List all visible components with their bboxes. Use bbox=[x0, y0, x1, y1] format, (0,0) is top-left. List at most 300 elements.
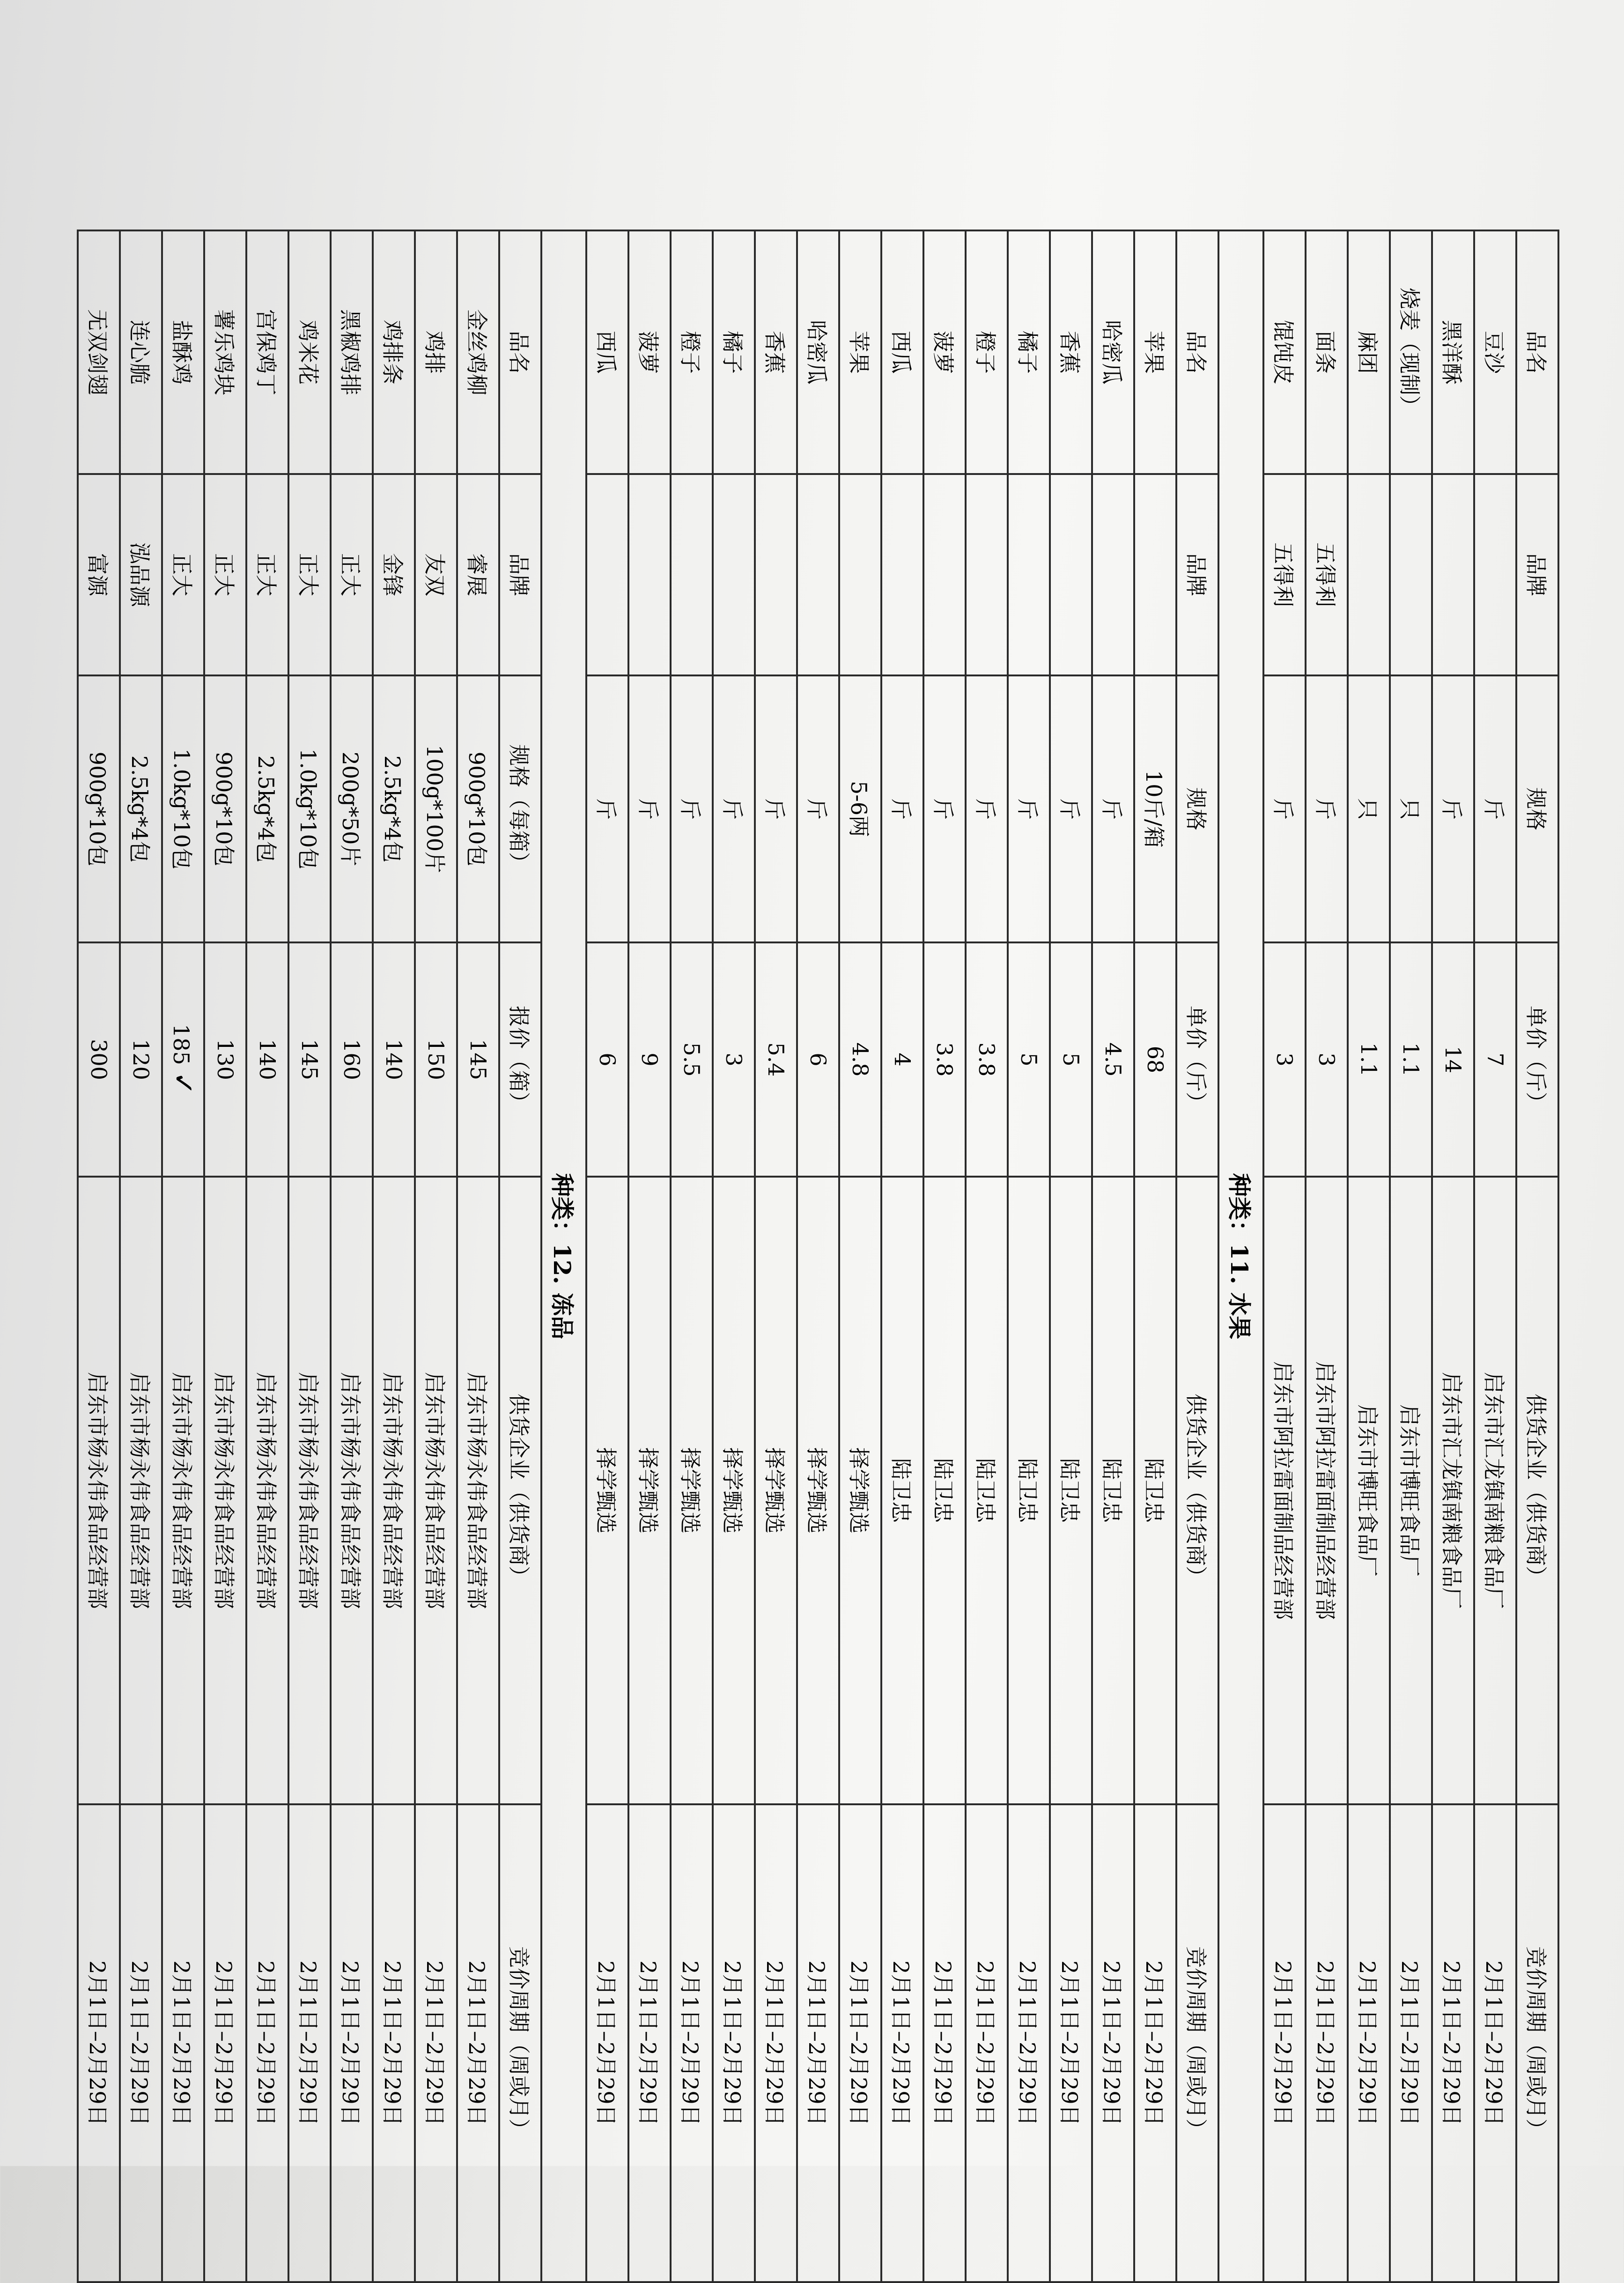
table-row bbox=[120, 230, 162, 2282]
cell-text: 130 bbox=[213, 1039, 238, 1080]
cell-spec bbox=[628, 675, 671, 942]
cell-bidding-period bbox=[373, 1804, 415, 2282]
cell-product-name bbox=[1134, 230, 1176, 474]
cell-spec bbox=[120, 675, 162, 942]
cell-supplier bbox=[1263, 1177, 1306, 1804]
cell-text: 香蕉 bbox=[762, 331, 787, 374]
cell-text: 4.5 bbox=[1100, 1042, 1126, 1077]
cell-spec bbox=[881, 675, 923, 942]
cell-supplier bbox=[331, 1177, 373, 1804]
cell-text: 2.5kg*4包 bbox=[127, 755, 152, 863]
cell-product-name bbox=[1432, 230, 1474, 474]
cell-text: 启东市杨永伟食品经营部 bbox=[253, 1372, 279, 1609]
cell-text: 2月1日–2月29日 bbox=[338, 1960, 363, 2126]
cell-spec bbox=[331, 675, 373, 942]
cell-brand bbox=[671, 474, 713, 675]
cell-supplier bbox=[755, 1177, 797, 1804]
header-brand: 品牌 bbox=[1176, 474, 1218, 675]
cell-brand bbox=[373, 474, 415, 675]
cell-bidding-period bbox=[1390, 1804, 1432, 2282]
cell-price bbox=[966, 942, 1008, 1177]
cell-product-name bbox=[1263, 230, 1306, 474]
cell-text: 橘子 bbox=[1015, 331, 1040, 374]
cell-text: 6 bbox=[595, 1053, 620, 1067]
cell-text: 富源 bbox=[85, 553, 110, 596]
cell-supplier bbox=[1008, 1177, 1050, 1804]
cell-text: 3 bbox=[1314, 1053, 1339, 1067]
cell-price bbox=[162, 942, 204, 1177]
table-row bbox=[204, 230, 246, 2282]
table-row bbox=[1050, 230, 1092, 2282]
cell-text: 启东市阿拉雷面制品经营部 bbox=[1313, 1361, 1338, 1620]
cell-text: 斤 bbox=[678, 798, 703, 820]
header-brand: 品牌 bbox=[499, 474, 541, 675]
cell-text: 西瓜 bbox=[593, 331, 619, 374]
cell-text: 哈密瓜 bbox=[1099, 320, 1124, 385]
header-bidding-period: 竞价周期（周或月） bbox=[1516, 1804, 1558, 2282]
cell-text: 145 bbox=[297, 1039, 322, 1080]
cell-text: 2月1日–2月29日 bbox=[1397, 1960, 1422, 2126]
cell-price bbox=[204, 942, 246, 1177]
cell-brand bbox=[1306, 474, 1348, 675]
cell-text: 启东市杨永伟食品经营部 bbox=[295, 1372, 321, 1609]
cell-supplier bbox=[797, 1177, 839, 1804]
cell-text: 香蕉 bbox=[1057, 331, 1082, 374]
cell-product-name bbox=[1008, 230, 1050, 474]
cell-text: 1.0kg*10包 bbox=[169, 748, 194, 869]
table-row bbox=[1134, 230, 1176, 2282]
cell-text: 斤 bbox=[762, 798, 787, 820]
cell-bidding-period bbox=[1050, 1804, 1092, 2282]
cell-text: 启东市博旺食品厂 bbox=[1355, 1404, 1380, 1577]
cell-price bbox=[457, 942, 499, 1177]
table-row bbox=[1390, 230, 1432, 2282]
cell-brand bbox=[628, 474, 671, 675]
cell-product-name bbox=[457, 230, 499, 474]
header-supplier: 供货企业（供货商） bbox=[499, 1177, 541, 1804]
cell-text: 2月1日–2月29日 bbox=[253, 1960, 279, 2126]
cell-spec bbox=[797, 675, 839, 942]
section-title: 种类：11. 水果 bbox=[1218, 230, 1263, 2282]
cell-supplier bbox=[1050, 1177, 1092, 1804]
cell-text: 宫保鸡丁 bbox=[253, 309, 279, 395]
cell-text: 6 bbox=[805, 1053, 831, 1067]
cell-spec bbox=[1474, 675, 1516, 942]
cell-text: 2月1日–2月29日 bbox=[635, 1960, 661, 2126]
cell-text: 麻团 bbox=[1355, 331, 1380, 374]
checkmark-icon: ✓ bbox=[167, 1071, 199, 1096]
cell-bidding-period bbox=[881, 1804, 923, 2282]
table-row bbox=[1263, 230, 1306, 2282]
cell-text: 2月1日–2月29日 bbox=[127, 1960, 152, 2126]
cell-text: 择学甄选 bbox=[678, 1447, 703, 1534]
cell-text: 鸡排 bbox=[422, 331, 447, 374]
cell-bidding-period bbox=[1306, 1804, 1348, 2282]
table-row bbox=[246, 230, 288, 2282]
table-row bbox=[288, 230, 331, 2282]
cell-text: 陆卫忠 bbox=[973, 1458, 998, 1523]
cell-price bbox=[1390, 942, 1432, 1177]
cell-text: 陆卫忠 bbox=[930, 1458, 956, 1523]
cell-bidding-period bbox=[331, 1804, 373, 2282]
cell-bidding-period bbox=[1134, 1804, 1176, 2282]
cell-supplier bbox=[246, 1177, 288, 1804]
cell-price bbox=[1306, 942, 1348, 1177]
cell-brand bbox=[204, 474, 246, 675]
cell-spec bbox=[246, 675, 288, 942]
header-supplier: 供货企业（供货商） bbox=[1516, 1177, 1558, 1804]
cell-text: 橘子 bbox=[720, 331, 745, 374]
cell-text: 启东市杨永伟食品经营部 bbox=[127, 1372, 152, 1609]
cell-text: 2月1日–2月29日 bbox=[593, 1960, 619, 2126]
table-row bbox=[797, 230, 839, 2282]
cell-text: 2月1日–2月29日 bbox=[1099, 1960, 1124, 2126]
cell-spec bbox=[162, 675, 204, 942]
cell-text: 68 bbox=[1143, 1045, 1168, 1074]
cell-text: 斤 bbox=[1099, 798, 1124, 820]
table-row bbox=[1306, 230, 1348, 2282]
cell-text: 4.8 bbox=[848, 1042, 873, 1077]
table-row bbox=[1008, 230, 1050, 2282]
cell-spec bbox=[1008, 675, 1050, 942]
cell-text: 鸡米花 bbox=[295, 320, 321, 385]
header-price: 报价（箱） bbox=[499, 942, 541, 1177]
cell-text: 2月1日–2月29日 bbox=[1481, 1960, 1506, 2126]
table-row bbox=[162, 230, 204, 2282]
cell-text: 900g*10包 bbox=[464, 751, 489, 867]
cell-brand bbox=[1474, 474, 1516, 675]
cell-text: 菠萝 bbox=[635, 331, 661, 374]
header-brand: 品牌 bbox=[1516, 474, 1558, 675]
cell-brand bbox=[1263, 474, 1306, 675]
cell-product-name bbox=[881, 230, 923, 474]
cell-bidding-period bbox=[713, 1804, 755, 2282]
cell-text: 鸡排条 bbox=[380, 320, 405, 385]
cell-product-name bbox=[415, 230, 457, 474]
cell-spec bbox=[204, 675, 246, 942]
cell-text: 300 bbox=[86, 1039, 111, 1080]
cell-product-name bbox=[1050, 230, 1092, 474]
cell-text: 900g*10包 bbox=[211, 751, 236, 867]
cell-text: 2月1日–2月29日 bbox=[678, 1960, 703, 2126]
header-spec: 规格 bbox=[1516, 675, 1558, 942]
cell-text: 择学甄选 bbox=[720, 1447, 745, 1534]
cell-text: 1.1 bbox=[1356, 1042, 1381, 1077]
cell-text: 只 bbox=[1355, 798, 1380, 820]
cell-text: 140 bbox=[381, 1039, 406, 1080]
cell-product-name bbox=[1348, 230, 1390, 474]
cell-brand bbox=[881, 474, 923, 675]
table-header-row bbox=[1516, 230, 1558, 2282]
cell-product-name bbox=[120, 230, 162, 474]
cell-product-name bbox=[923, 230, 966, 474]
cell-text: 2月1日–2月29日 bbox=[1313, 1960, 1338, 2126]
cell-text: 启东市汇龙镇南粮食品厂 bbox=[1439, 1372, 1464, 1609]
cell-price bbox=[1008, 942, 1050, 1177]
header-price: 单价（斤） bbox=[1516, 942, 1558, 1177]
cell-price bbox=[1474, 942, 1516, 1177]
cell-text: 启东市杨永伟食品经营部 bbox=[85, 1372, 110, 1609]
cell-text: 5 bbox=[1016, 1053, 1041, 1067]
cell-spec bbox=[839, 675, 881, 942]
cell-text: 120 bbox=[128, 1039, 154, 1080]
cell-text: 无双剑翅 bbox=[85, 309, 110, 395]
cell-text: 陆卫忠 bbox=[888, 1458, 914, 1523]
section-title-row bbox=[1218, 230, 1263, 2282]
cell-product-name bbox=[373, 230, 415, 474]
cell-text: 4 bbox=[890, 1053, 915, 1067]
cell-text: 西瓜 bbox=[888, 331, 914, 374]
cell-brand bbox=[246, 474, 288, 675]
cell-text: 斤 bbox=[1313, 798, 1338, 820]
table-header-row bbox=[499, 230, 541, 2282]
cell-text: 140 bbox=[255, 1039, 280, 1080]
cell-bidding-period bbox=[162, 1804, 204, 2282]
header-spec: 规格 bbox=[1176, 675, 1218, 942]
cell-brand bbox=[923, 474, 966, 675]
cell-text: 启东市杨永伟食品经营部 bbox=[211, 1372, 236, 1609]
cell-price bbox=[797, 942, 839, 1177]
cell-text: 150 bbox=[423, 1039, 449, 1080]
cell-text: 睿展 bbox=[464, 553, 489, 596]
cell-price bbox=[373, 942, 415, 1177]
cell-text: 正大 bbox=[295, 553, 321, 596]
cell-text: 陆卫忠 bbox=[1057, 1458, 1082, 1523]
cell-brand bbox=[586, 474, 628, 675]
cell-bidding-period bbox=[1263, 1804, 1306, 2282]
cell-text: 启东市杨永伟食品经营部 bbox=[464, 1372, 489, 1609]
cell-text: 启东市杨永伟食品经营部 bbox=[169, 1372, 194, 1609]
cell-bidding-period bbox=[204, 1804, 246, 2282]
cell-price bbox=[1432, 942, 1474, 1177]
cell-spec bbox=[457, 675, 499, 942]
cell-spec bbox=[966, 675, 1008, 942]
cell-price bbox=[1263, 942, 1306, 1177]
cell-supplier bbox=[1474, 1177, 1516, 1804]
cell-product-name bbox=[331, 230, 373, 474]
cell-text: 2.5kg*4包 bbox=[253, 755, 279, 863]
cell-text: 菠萝 bbox=[930, 331, 956, 374]
cell-text: 陆卫忠 bbox=[1015, 1458, 1040, 1523]
cell-text: 启东市杨永伟食品经营部 bbox=[380, 1372, 405, 1609]
cell-price bbox=[120, 942, 162, 1177]
cell-product-name bbox=[755, 230, 797, 474]
cell-product-name bbox=[797, 230, 839, 474]
cell-spec bbox=[1050, 675, 1092, 942]
cell-price bbox=[415, 942, 457, 1177]
table-row bbox=[415, 230, 457, 2282]
price-table bbox=[77, 230, 1559, 2283]
cell-text: 五得利 bbox=[1270, 542, 1296, 607]
cell-text: 择学甄选 bbox=[593, 1447, 619, 1534]
cell-brand bbox=[1432, 474, 1474, 675]
cell-supplier bbox=[881, 1177, 923, 1804]
cell-text: 斤 bbox=[593, 798, 619, 820]
cell-price bbox=[1050, 942, 1092, 1177]
cell-supplier bbox=[1134, 1177, 1176, 1804]
table-row bbox=[1432, 230, 1474, 2282]
cell-bidding-period bbox=[288, 1804, 331, 2282]
cell-text: 2月1日–2月29日 bbox=[720, 1960, 745, 2126]
table-row bbox=[78, 230, 120, 2282]
cell-text: 145 bbox=[465, 1039, 491, 1080]
cell-text: 斤 bbox=[973, 798, 998, 820]
cell-text: 200g*50片 bbox=[338, 751, 363, 867]
cell-text: 连心脆 bbox=[127, 320, 152, 385]
cell-text: 3.8 bbox=[932, 1042, 957, 1077]
cell-supplier bbox=[628, 1177, 671, 1804]
cell-price bbox=[586, 942, 628, 1177]
cell-text: 2月1日–2月29日 bbox=[1270, 1960, 1296, 2126]
cell-brand bbox=[797, 474, 839, 675]
cell-bidding-period bbox=[246, 1804, 288, 2282]
cell-product-name bbox=[162, 230, 204, 474]
cell-text: 黑椒鸡排 bbox=[338, 309, 363, 395]
cell-text: 斤 bbox=[1015, 798, 1040, 820]
header-product-name: 品名 bbox=[1176, 230, 1218, 474]
cell-text: 烧麦（现制） bbox=[1397, 288, 1422, 417]
cell-price bbox=[1134, 942, 1176, 1177]
cell-price bbox=[331, 942, 373, 1177]
cell-supplier bbox=[457, 1177, 499, 1804]
cell-bidding-period bbox=[839, 1804, 881, 2282]
cell-brand bbox=[1092, 474, 1134, 675]
cell-text: 2月1日–2月29日 bbox=[295, 1960, 321, 2126]
cell-price bbox=[1092, 942, 1134, 1177]
cell-bidding-period bbox=[120, 1804, 162, 2282]
cell-product-name bbox=[204, 230, 246, 474]
cell-text: 9 bbox=[637, 1053, 662, 1067]
cell-text: 橙子 bbox=[678, 331, 703, 374]
cell-supplier bbox=[1432, 1177, 1474, 1804]
table-row bbox=[923, 230, 966, 2282]
price-table-body bbox=[78, 230, 1558, 2282]
cell-brand bbox=[415, 474, 457, 675]
cell-text: 正大 bbox=[169, 553, 194, 596]
header-product-name: 品名 bbox=[1516, 230, 1558, 474]
cell-brand bbox=[1050, 474, 1092, 675]
table-row bbox=[331, 230, 373, 2282]
cell-product-name bbox=[1390, 230, 1432, 474]
cell-text: 2月1日–2月29日 bbox=[973, 1960, 998, 2126]
cell-brand bbox=[120, 474, 162, 675]
cell-spec bbox=[1263, 675, 1306, 942]
cell-brand bbox=[288, 474, 331, 675]
cell-spec bbox=[1390, 675, 1432, 942]
cell-brand bbox=[331, 474, 373, 675]
cell-text: 2月1日–2月29日 bbox=[1439, 1960, 1464, 2126]
cell-bidding-period bbox=[1348, 1804, 1390, 2282]
cell-supplier bbox=[1306, 1177, 1348, 1804]
cell-text: 择学甄选 bbox=[762, 1447, 787, 1534]
table-row bbox=[839, 230, 881, 2282]
cell-text: 2月1日–2月29日 bbox=[804, 1960, 829, 2126]
cell-spec bbox=[923, 675, 966, 942]
header-bidding-period: 竞价周期（周或月） bbox=[1176, 1804, 1218, 2282]
cell-text: 7 bbox=[1483, 1053, 1508, 1067]
cell-brand bbox=[162, 474, 204, 675]
header-spec: 规格（每箱） bbox=[499, 675, 541, 942]
cell-text: 启东市杨永伟食品经营部 bbox=[338, 1372, 363, 1609]
cell-bidding-period bbox=[966, 1804, 1008, 2282]
cell-text: 哈密瓜 bbox=[804, 320, 829, 385]
cell-supplier bbox=[1348, 1177, 1390, 1804]
cell-text: 3 bbox=[721, 1053, 746, 1067]
cell-text: 185 bbox=[169, 1023, 194, 1065]
cell-supplier bbox=[713, 1177, 755, 1804]
cell-text: 馄饨皮 bbox=[1270, 320, 1296, 385]
cell-bidding-period bbox=[1092, 1804, 1134, 2282]
cell-text: 2月1日–2月29日 bbox=[1355, 1960, 1380, 2126]
cell-text: 5 bbox=[1058, 1053, 1084, 1067]
cell-text: 斤 bbox=[1439, 798, 1464, 820]
cell-text: 盐酥鸡 bbox=[169, 320, 194, 385]
cell-supplier bbox=[671, 1177, 713, 1804]
cell-price bbox=[246, 942, 288, 1177]
cell-text: 160 bbox=[339, 1039, 364, 1080]
cell-bidding-period bbox=[671, 1804, 713, 2282]
cell-brand bbox=[1348, 474, 1390, 675]
section-title-row bbox=[541, 230, 586, 2282]
cell-text: 黑洋酥 bbox=[1439, 320, 1464, 385]
cell-spec bbox=[1134, 675, 1176, 942]
cell-text: 斤 bbox=[635, 798, 661, 820]
cell-bidding-period bbox=[78, 1804, 120, 2282]
cell-text: 2月1日–2月29日 bbox=[211, 1960, 236, 2126]
cell-text: 900g*10包 bbox=[85, 751, 110, 867]
cell-supplier bbox=[586, 1177, 628, 1804]
cell-text: 苹果 bbox=[846, 331, 871, 374]
cell-supplier bbox=[120, 1177, 162, 1804]
cell-spec bbox=[586, 675, 628, 942]
cell-spec bbox=[415, 675, 457, 942]
cell-brand bbox=[1390, 474, 1432, 675]
cell-price bbox=[78, 942, 120, 1177]
section-title: 种类：12. 冻品 bbox=[541, 230, 586, 2282]
cell-product-name bbox=[713, 230, 755, 474]
cell-text: 3.8 bbox=[974, 1042, 999, 1077]
cell-supplier bbox=[966, 1177, 1008, 1804]
cell-bidding-period bbox=[923, 1804, 966, 2282]
table-row bbox=[881, 230, 923, 2282]
cell-text: 择学甄选 bbox=[635, 1447, 661, 1534]
cell-text: 1.0kg*10包 bbox=[295, 748, 321, 869]
cell-product-name bbox=[1474, 230, 1516, 474]
cell-text: 友双 bbox=[422, 553, 447, 596]
cell-text: 14 bbox=[1440, 1045, 1466, 1074]
cell-product-name bbox=[839, 230, 881, 474]
cell-text: 薯乐鸡块 bbox=[211, 309, 236, 395]
cell-price bbox=[628, 942, 671, 1177]
table-row bbox=[586, 230, 628, 2282]
cell-text: 2月1日–2月29日 bbox=[169, 1960, 194, 2126]
cell-supplier bbox=[1092, 1177, 1134, 1804]
cell-product-name bbox=[671, 230, 713, 474]
cell-text: 2.5kg*4包 bbox=[380, 755, 405, 863]
cell-text: 2月1日–2月29日 bbox=[464, 1960, 489, 2126]
cell-text: 3 bbox=[1272, 1053, 1297, 1067]
cell-price bbox=[671, 942, 713, 1177]
cell-spec bbox=[671, 675, 713, 942]
cell-text: 正大 bbox=[211, 553, 236, 596]
table-header-row bbox=[1176, 230, 1218, 2282]
cell-text: 斤 bbox=[888, 798, 914, 820]
cell-text: 启东市博旺食品厂 bbox=[1397, 1404, 1422, 1577]
cell-supplier bbox=[373, 1177, 415, 1804]
table-row bbox=[1474, 230, 1516, 2282]
cell-text: 斤 bbox=[1057, 798, 1082, 820]
cell-bidding-period bbox=[1008, 1804, 1050, 2282]
